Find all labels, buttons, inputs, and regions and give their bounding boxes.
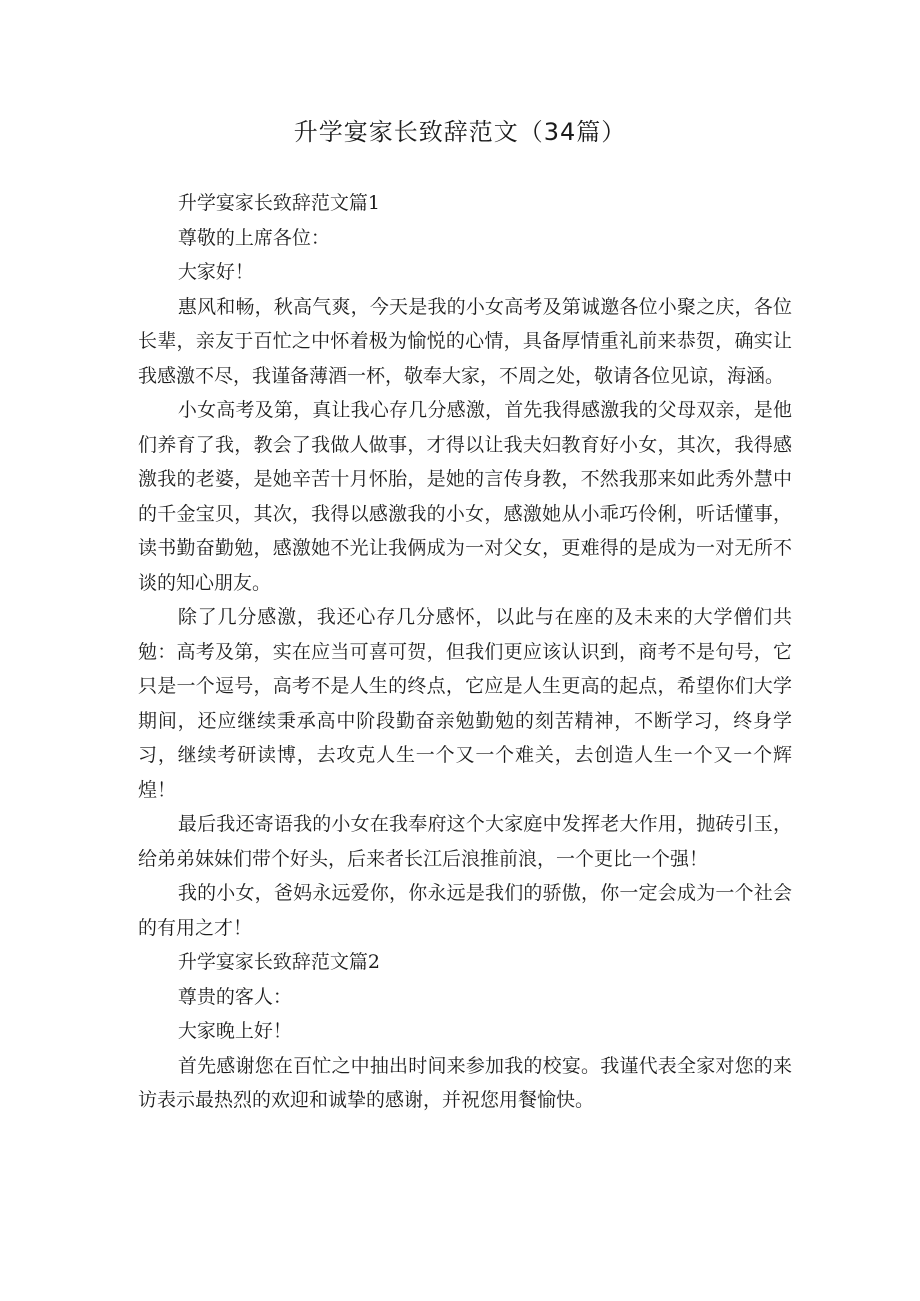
greeting: 大家晚上好！ [177, 1020, 292, 1042]
body-paragraph: 我的小女，爸妈永远爱你，你永远是我们的骄傲，你一定会成为一个社会的有用之才！ [138, 882, 792, 939]
body-paragraph: 小女高考及第，真让我心存几分感激，首先我得感激我的父母双亲，是他们养育了我，教会了我做人做事，才得以让我夫妇教育好小女，其次，我得感激我的老婆，是她辛苦十月怀胎，是她的言传身教，不然我那来如此秀外慧中的千金宝贝，其次，我得以感激我的小女，感激她从小乖巧伶俐，听话懂事，读书勤奋勤勉，感激她不光让我俩成为一对父女，更难得的是成为一对无所不谈的知心朋友。 [138, 399, 792, 594]
section-heading-2: 升学宴家长致辞范文篇2 [177, 951, 380, 973]
document-title: 升学宴家长致辞范文（34篇） [293, 118, 627, 146]
salutation: 尊贵的客人： [177, 985, 292, 1008]
body-paragraph: 最后我还寄语我的小女在我奉府这个大家庭中发挥老大作用，抛砖引玉，给弟弟妹妹们带个好头，后来者长江后浪推前浪，一个更比一个强！ [138, 813, 792, 870]
body-paragraph: 惠风和畅，秋高气爽，今天是我的小女高考及第诚邀各位小聚之庆，各位长辈，亲友于百忙之中怀着极为愉悦的心情，具备厚情重礼前来恭贺，确实让我感激不尽，我谨备薄酒一杯，敬奉大家，不周之处，敬请各位见谅，海涵。 [138, 295, 792, 387]
salutation: 尊敬的上席各位： [177, 226, 330, 249]
greeting: 大家好！ [177, 261, 254, 283]
document-body [138, 186, 792, 1118]
body-paragraph: 除了几分感激，我还心存几分感怀，以此与在座的及未来的大学僧们共勉：高考及第，实在应当可喜可贺，但我们更应该认识到，商考不是句号，它只是一个逗号，高考不是人生的终点，它应是人生更高的起点，希望你们大学期间，还应继续秉承高中阶段勤奋亲勉勤勉的刻苦精神，不断学习，终身学习，继续考研读博，去攻克人生一个又一个难关，去创造人生一个又一个辉煌！ [138, 606, 792, 801]
body-paragraph: 首先感谢您在百忙之中抽出时间来参加我的校宴。我谨代表全家对您的来访表示最热烈的欢迎和诚挚的感谢，并祝您用餐愉快。 [138, 1054, 792, 1111]
section-heading-1: 升学宴家长致辞范文篇1 [177, 192, 380, 214]
